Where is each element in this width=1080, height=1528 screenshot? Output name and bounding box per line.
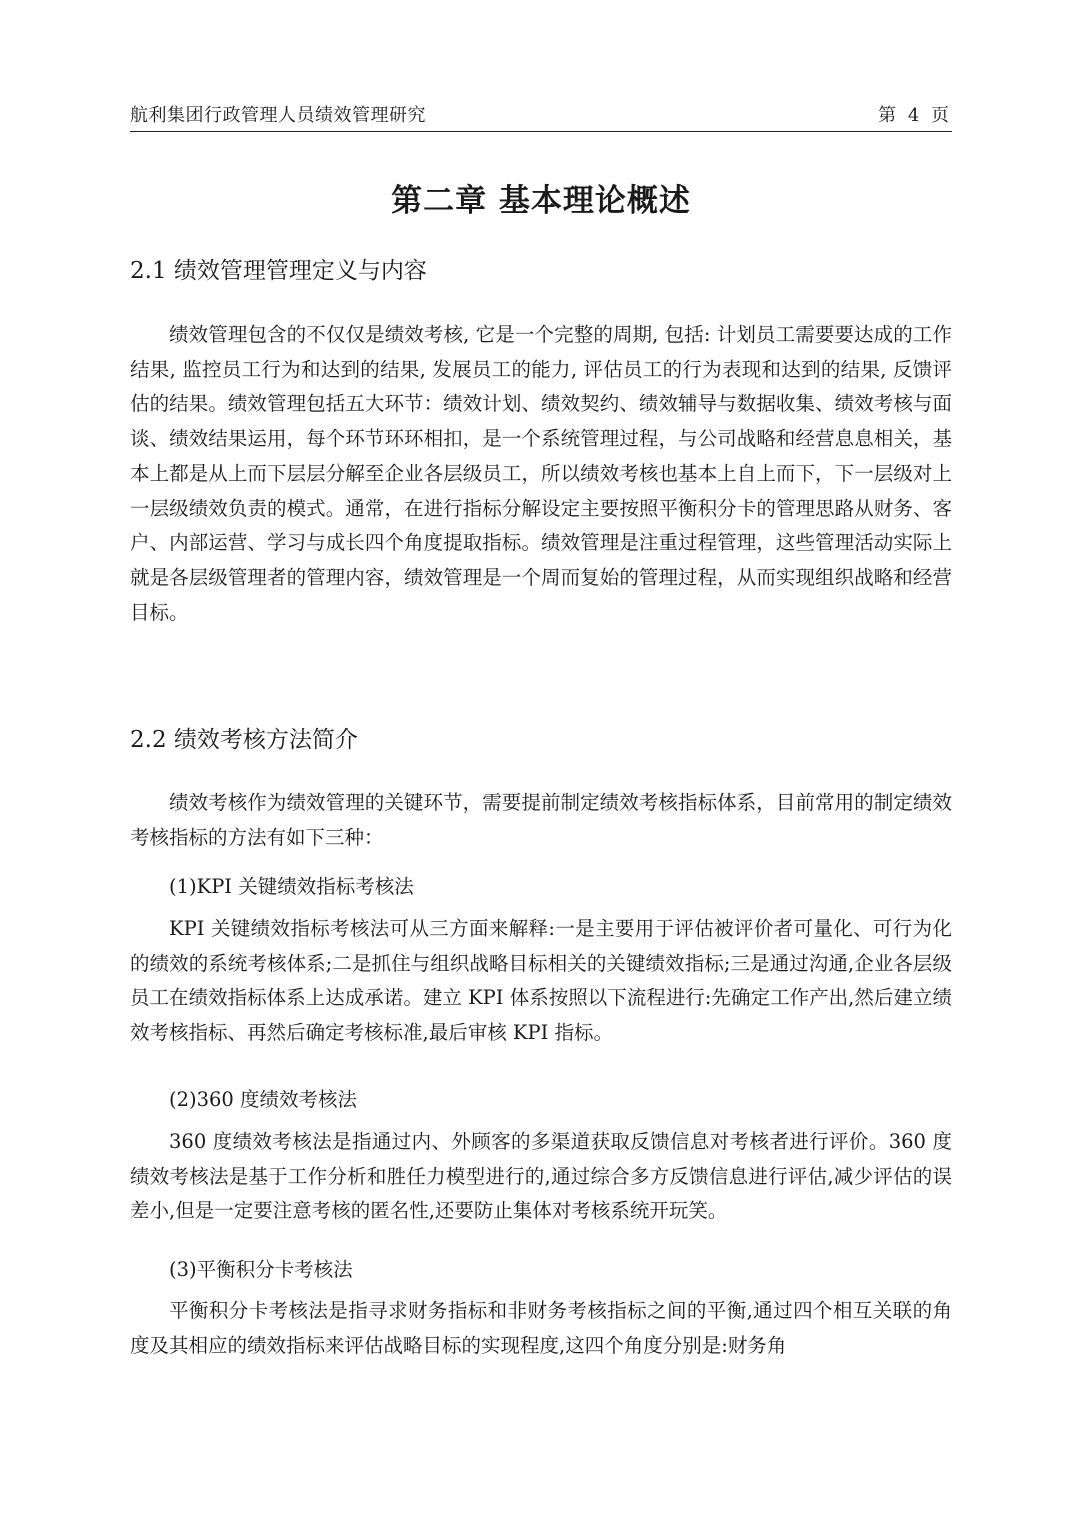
method-2-title: (2)360 度绩效考核法	[169, 1088, 358, 1111]
page-header	[130, 103, 952, 132]
section-2-1-paragraph: 绩效管理包含的不仅仅是绩效考核, 它是一个完整的周期, 包括: 计划员工需要要达成的工作结果, 监控员工行为和达到的结果, 发展员工的能力, 评估员工的行为表现和达到的结果, 反馈评估的结果。绩效管理包括五大环节：绩效计划、绩效契约、绩效辅导与数据收集、绩效考核与面谈、绩效结果运用，每个环节环环相扣，是一个系统管理过程，与公司战略和经营息息相关，基本上都是从上而下层层分解至企业各层级员工，所以绩效考核也基本上自上而下，下一层级对上一层级绩效负责的模式。通常，在进行指标分解设定主要按照平衡积分卡的管理思路从财务、客户、内部运营、学习与成长四个角度提取指标。绩效管理是注重过程管理，这些管理活动实际上就是各层级管理者的管理内容，绩效管理是一个周而复始的管理过程，从而实现组织战略和经营目标。	[130, 323, 952, 624]
method-1-text: KPI 关键绩效指标考核法可从三方面来解释:一是主要用于评估被评价者可量化、可行为化的绩效的系统考核体系;二是抓住与组织战略目标相关的关键绩效指标;三是通过沟通,企业各层级员工在绩效指标体系上达成承诺。建立 KPI 体系按照以下流程进行:先确定工作产出,然后建立绩效考核指标、再然后确定考核标准,最后审核 KPI 指标。	[130, 917, 952, 1045]
method-3-title: (3)平衡积分卡考核法	[169, 1258, 353, 1281]
method-1-title: (1)KPI 关键绩效指标考核法	[169, 875, 414, 898]
method-3-text: 平衡积分卡考核法是指寻求财务指标和非财务考核指标之间的平衡,通过四个相互关联的角度及其相应的绩效指标来评估战略目标的实现程度,这四个角度分别是:财务角	[130, 1299, 952, 1357]
method-2-text: 360 度绩效考核法是指通过内、外顾客的多渠道获取反馈信息对考核者进行评价。360 度绩效考核法是基于工作分析和胜任力模型进行的,通过综合多方反馈信息进行评估,减少评估的误差小,但是一定要注意考核的匿名性,还要防止集体对考核系统开玩笑。	[130, 1130, 952, 1223]
header-title: 航利集团行政管理人员绩效管理研究	[130, 105, 426, 126]
section-2-2-intro: 绩效考核作为绩效管理的关键环节，需要提前制定绩效考核指标体系，目前常用的制定绩效考核指标的方法有如下三种：	[130, 791, 952, 849]
section-heading-2-1: 2.1 绩效管理管理定义与内容	[130, 258, 427, 284]
chapter-title: 第二章 基本理论概述	[391, 183, 691, 219]
section-heading-2-2: 2.2 绩效考核方法简介	[130, 727, 358, 753]
header-page-number: 第 4 页	[878, 105, 952, 126]
